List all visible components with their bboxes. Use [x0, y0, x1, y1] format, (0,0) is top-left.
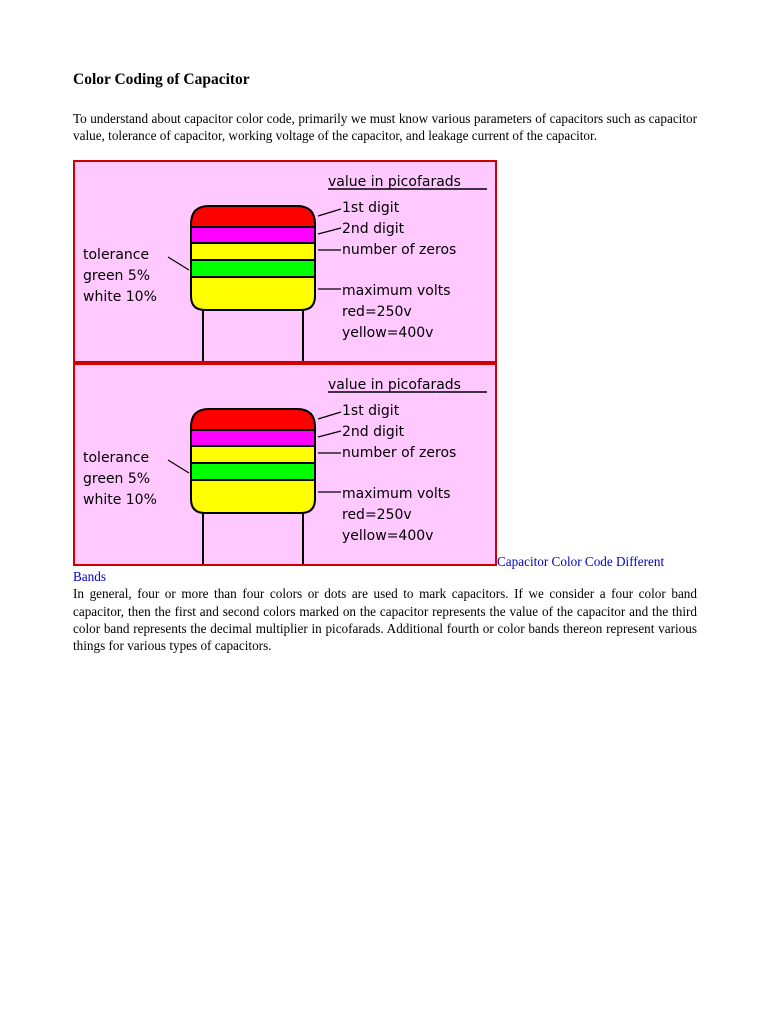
band-number-of-zeros — [191, 446, 315, 463]
pointer-second-digit — [318, 431, 341, 437]
label-second-digit: 2nd digit — [342, 423, 405, 440]
capacitor-diagram-2 — [73, 363, 497, 566]
label-tolerance-green: green 5% — [83, 267, 151, 284]
label-yellow-volts: yellow=400v — [342, 324, 434, 341]
label-tolerance: tolerance — [83, 449, 150, 466]
band-number-of-zeros — [191, 243, 315, 260]
capacitor-diagram-svg-1 — [75, 162, 495, 361]
band-first-digit — [191, 409, 315, 430]
pointer-tolerance — [168, 257, 189, 270]
band-voltage — [191, 480, 315, 513]
label-red-volts: red=250v — [342, 506, 412, 523]
capacitor-diagram-svg-2 — [75, 365, 495, 564]
capacitor-body — [191, 409, 315, 513]
page-title: Color Coding of Capacitor — [73, 71, 250, 88]
pointer-first-digit — [318, 209, 341, 216]
label-value-in-picofarads: value in picofarads — [328, 376, 461, 393]
intro-paragraph: To understand about capacitor color code, primarily we must know various parameters of capacitors such as capacitor value, tolerance of capacitor, working voltage of the capacitor, and leakage current of the capacitor. — [73, 111, 697, 144]
label-number-of-zeros: number of zeros — [342, 444, 457, 461]
label-first-digit: 1st digit — [342, 199, 400, 216]
band-first-digit — [191, 206, 315, 227]
label-number-of-zeros: number of zeros — [342, 241, 457, 258]
pointer-first-digit — [318, 412, 341, 419]
body-paragraph: In general, four or more than four colors or dots are used to mark capacitors. If we consider a four color band capacitor, then the first and second colors marked on the capacitor represents the value of the capacitor and the third color band represents the decimal multiplier in picofarads. Additional fourth or color bands thereon represent various things for various types of capacitors. — [73, 586, 697, 654]
label-first-digit: 1st digit — [342, 402, 400, 419]
label-tolerance-white: white 10% — [83, 491, 157, 508]
label-value-in-picofarads: value in picofarads — [328, 173, 461, 190]
band-second-digit — [191, 227, 315, 243]
figure-row — [73, 363, 697, 568]
label-tolerance: tolerance — [83, 246, 150, 263]
capacitor-diagram-1 — [73, 160, 497, 363]
label-maximum-volts: maximum volts — [342, 282, 451, 299]
label-yellow-volts: yellow=400v — [342, 527, 434, 544]
label-maximum-volts: maximum volts — [342, 485, 451, 502]
pointer-second-digit — [318, 228, 341, 234]
label-red-volts: red=250v — [342, 303, 412, 320]
pointer-tolerance — [168, 460, 189, 473]
figure-caption-link[interactable]: Capacitor Color Code Different — [497, 553, 665, 569]
label-second-digit: 2nd digit — [342, 220, 405, 237]
label-tolerance-green: green 5% — [83, 470, 151, 487]
band-tolerance — [191, 260, 315, 277]
figure-caption-link-continued[interactable]: Bands — [73, 568, 106, 584]
label-tolerance-white: white 10% — [83, 288, 157, 305]
band-voltage — [191, 277, 315, 310]
band-second-digit — [191, 430, 315, 446]
capacitor-body — [191, 206, 315, 310]
band-tolerance — [191, 463, 315, 480]
document-page — [73, 68, 697, 655]
